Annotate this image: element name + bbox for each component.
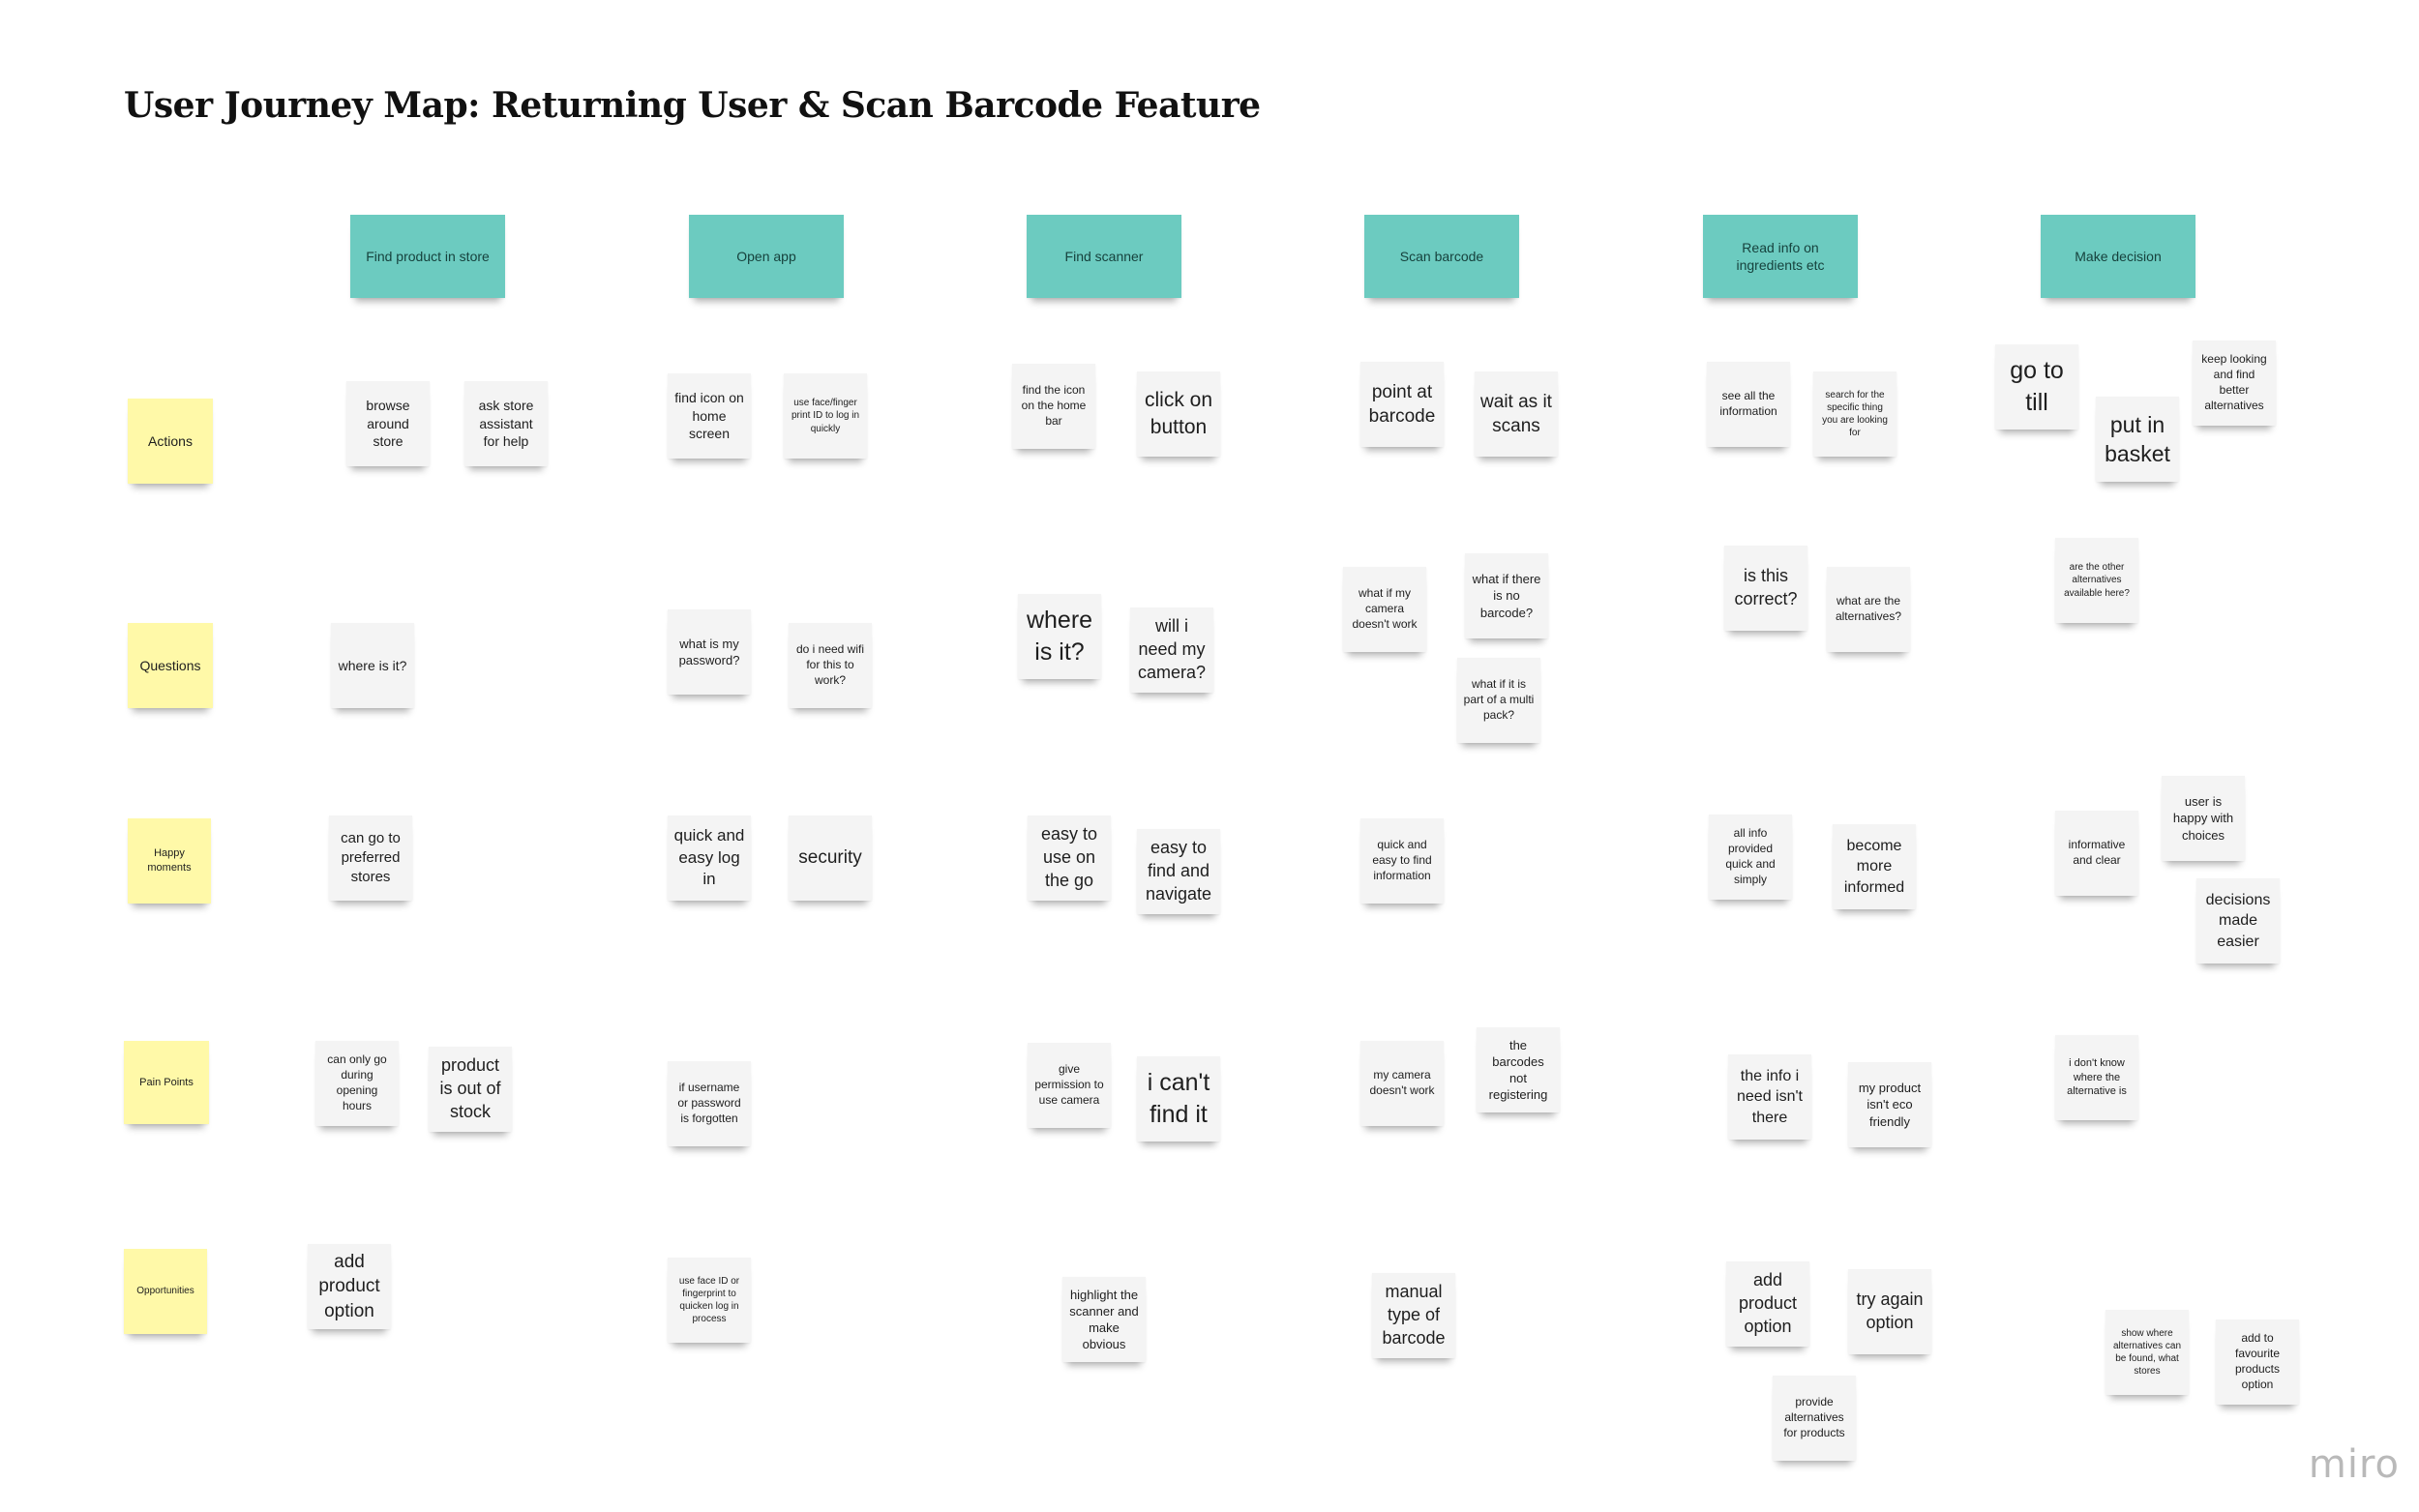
pain-note[interactable] (1028, 1043, 1111, 1128)
pain-note[interactable] (429, 1047, 512, 1132)
happy-note[interactable] (2196, 878, 2280, 964)
sticky-text: can go to preferred stores (341, 830, 401, 885)
action-note[interactable] (1813, 371, 1896, 457)
sticky-text: Make decision (2075, 248, 2162, 264)
sticky-text: give permission to use camera (1034, 1062, 1104, 1107)
phase-open-app[interactable] (689, 215, 844, 298)
sticky-text: click on button (1144, 389, 1213, 438)
sticky-text: point at barcode (1368, 381, 1436, 427)
happy-note[interactable] (1028, 815, 1111, 901)
sticky-text: what is my password? (678, 636, 740, 667)
pain-note[interactable] (1728, 1054, 1811, 1140)
sticky-text: use face/finger print ID to log in quickly (791, 398, 860, 434)
sticky-text: browse around store (366, 398, 410, 450)
pain-note[interactable] (2055, 1035, 2138, 1120)
pain-note[interactable] (1477, 1027, 1560, 1112)
action-note[interactable] (1137, 371, 1220, 457)
sticky-text: find the icon on the home bar (1021, 383, 1087, 428)
question-note[interactable] (1465, 553, 1548, 638)
sticky-text: my camera doesn't work (1369, 1068, 1435, 1097)
question-note[interactable] (1457, 658, 1540, 743)
sticky-text: highlight the scanner and make obvious (1069, 1287, 1139, 1352)
sticky-text: all info provided quick and simply (1725, 826, 1776, 886)
action-note[interactable] (1475, 371, 1558, 457)
question-note[interactable] (1724, 546, 1807, 631)
sticky-text: search for the specific thing you are looking for (1822, 389, 1888, 439)
sticky-text: the barcodes not registering (1488, 1037, 1548, 1103)
pain-note[interactable] (1137, 1056, 1220, 1141)
opportunity-note[interactable] (1372, 1273, 1455, 1358)
row-actions[interactable] (128, 399, 213, 484)
sticky-text: Find product in store (366, 248, 490, 264)
sticky-text: if username or password is forgotten (677, 1081, 741, 1125)
sticky-text: Scan barcode (1399, 248, 1484, 264)
action-note[interactable] (784, 373, 867, 459)
happy-note[interactable] (2055, 811, 2138, 896)
happy-note[interactable] (1137, 829, 1220, 914)
sticky-text: add to favourite products option (2234, 1331, 2281, 1391)
sticky-text: become more informed (1843, 838, 1905, 896)
sticky-text: add product option (318, 1252, 380, 1321)
sticky-text: see all the information (1719, 389, 1777, 418)
sticky-text: easy to use on the go (1040, 824, 1098, 890)
row-pain-points[interactable] (124, 1041, 209, 1124)
sticky-text: show where alternatives can be found, what stores (2112, 1327, 2182, 1378)
action-note[interactable] (1360, 362, 1444, 447)
action-note[interactable] (1707, 362, 1790, 447)
sticky-text: what if it is part of a multi pack? (1463, 677, 1535, 722)
question-note[interactable] (1343, 567, 1426, 652)
pain-note[interactable] (668, 1061, 751, 1146)
sticky-text: try again option (1856, 1290, 1924, 1332)
opportunity-note[interactable] (1062, 1277, 1146, 1362)
opportunity-note[interactable] (1726, 1261, 1809, 1347)
sticky-text: the info i need isn't there (1737, 1068, 1803, 1126)
action-note[interactable] (1995, 344, 2078, 430)
sticky-text: what if there is no barcode? (1472, 572, 1541, 620)
phase-find-scanner[interactable] (1027, 215, 1181, 298)
sticky-text: i can't find it (1147, 1069, 1210, 1128)
sticky-text: go to till (2010, 357, 2064, 416)
happy-note[interactable] (2162, 776, 2245, 861)
happy-note[interactable] (789, 815, 872, 901)
sticky-text: user is happy with choices (2172, 794, 2234, 843)
pain-note[interactable] (315, 1041, 399, 1126)
sticky-text: quick and easy log in (673, 826, 745, 889)
action-note[interactable] (346, 381, 430, 466)
sticky-text: find icon on home screen (674, 390, 744, 442)
happy-note[interactable] (1709, 815, 1792, 900)
phase-read-info[interactable] (1703, 215, 1858, 298)
sticky-text: put in basket (2105, 411, 2170, 466)
happy-note[interactable] (329, 815, 412, 901)
happy-note[interactable] (1833, 824, 1916, 909)
happy-note[interactable] (1360, 818, 1444, 904)
question-note[interactable] (668, 609, 751, 695)
sticky-text: Questions (139, 657, 201, 673)
phase-find-product[interactable] (350, 215, 505, 298)
sticky-text: easy to find and navigate (1145, 838, 1212, 904)
question-note[interactable] (2055, 538, 2138, 623)
sticky-text: provide alternatives for products (1783, 1395, 1845, 1439)
sticky-text: wait as it scans (1480, 391, 1552, 436)
pain-note[interactable] (1360, 1041, 1444, 1126)
sticky-text: what are the alternatives? (1835, 594, 1902, 623)
action-note[interactable] (1012, 364, 1095, 449)
question-note[interactable] (331, 623, 414, 708)
sticky-text: do i need wifi for this to work? (795, 642, 865, 687)
opportunity-note[interactable] (2216, 1319, 2299, 1405)
sticky-text: what if my camera doesn't work (1352, 586, 1418, 631)
question-note[interactable] (1018, 594, 1101, 679)
action-note[interactable] (2193, 341, 2276, 426)
sticky-text: keep looking and find better alternatives (2201, 352, 2267, 412)
action-note[interactable] (668, 373, 751, 459)
sticky-text: add product option (1738, 1270, 1798, 1336)
sticky-text: manual type of barcode (1382, 1282, 1446, 1348)
row-questions[interactable] (128, 623, 213, 708)
sticky-text: my product isn't eco friendly (1858, 1081, 1922, 1129)
sticky-text: Find scanner (1064, 248, 1144, 264)
question-note[interactable] (789, 623, 872, 708)
opportunity-note[interactable] (1773, 1376, 1856, 1461)
sticky-text: Actions (148, 432, 193, 449)
row-happy-moments[interactable] (128, 818, 211, 904)
board-title: User Journey Map: Returning User & Scan Barcode Feature (124, 85, 1261, 126)
sticky-text: Opportunities (136, 1286, 194, 1297)
miro-watermark: miro (2308, 1442, 2400, 1487)
sticky-text: can only go during opening hours (327, 1052, 387, 1112)
sticky-text: will i need my camera? (1137, 616, 1207, 682)
sticky-text: are the other alternatives available here? (2064, 562, 2130, 599)
sticky-text: Read info on ingredients etc (1736, 239, 1825, 273)
phase-scan-barcode[interactable] (1364, 215, 1519, 298)
sticky-text: informative and clear (2068, 838, 2126, 867)
sticky-text: where is it? (338, 657, 407, 673)
sticky-text: security (798, 847, 862, 869)
question-note[interactable] (1827, 567, 1910, 652)
sticky-text: Open app (736, 248, 796, 264)
sticky-text: is this correct? (1734, 566, 1798, 608)
opportunity-note[interactable] (308, 1244, 391, 1329)
sticky-text: decisions made easier (2205, 892, 2271, 950)
opportunity-note[interactable] (668, 1258, 751, 1343)
opportunity-note[interactable] (1848, 1269, 1931, 1354)
sticky-text: use face ID or fingerprint to quicken log in process (678, 1275, 740, 1325)
phase-make-decision[interactable] (2041, 215, 2195, 298)
sticky-text: product is out of stock (439, 1055, 501, 1121)
action-note[interactable] (464, 381, 548, 466)
sticky-text: where is it? (1026, 607, 1093, 666)
sticky-text: Pain Points (139, 1076, 194, 1088)
sticky-text: quick and easy to find information (1372, 838, 1432, 882)
question-note[interactable] (1130, 608, 1213, 693)
happy-note[interactable] (668, 815, 751, 901)
row-opportunities[interactable] (124, 1249, 207, 1334)
action-note[interactable] (2096, 397, 2179, 482)
sticky-text: Happy moments (147, 847, 192, 874)
sticky-text: i don't know where the alternative is (2067, 1057, 2127, 1098)
opportunity-note[interactable] (2105, 1310, 2189, 1395)
pain-note[interactable] (1848, 1062, 1931, 1147)
sticky-text: ask store assistant for help (478, 398, 534, 450)
